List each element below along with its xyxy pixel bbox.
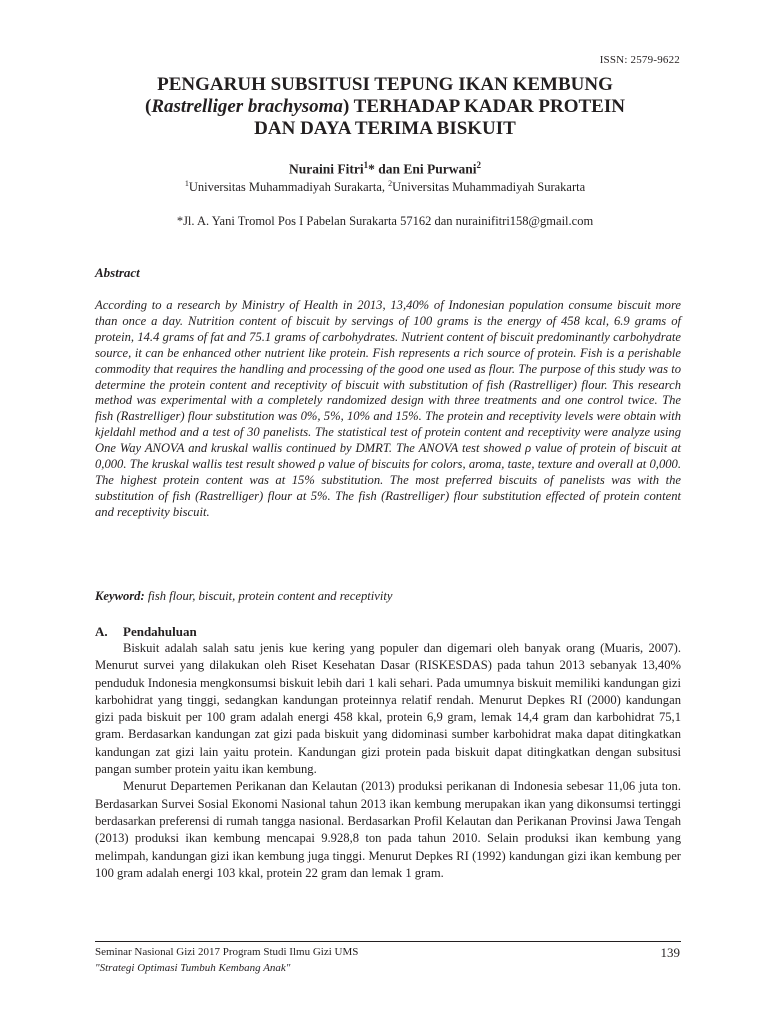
title-line-1: PENGARUH SUBSITUSI TEPUNG IKAN KEMBUNG [157,74,613,95]
keywords [95,589,681,604]
paragraph: Biskuit adalah salah satu jenis kue kering yang populer dan digemari oleh banyak orang (Muaris, 2007). Menurut survei yang dilakukan oleh Riset Kesehatan Dasar (RISKESDAS) pada tahun 2013 sebanyak 13,40% penduduk Indonesia mengkonsumsi biskuit lebih dari 1 kali sehari. Pada umumnya biskuit memiliki kandungan gizi karbohidrat yang tinggi, sedangkan kandungan proteinnya relatif rendah. Menurut Depkes RI (2000) kandungan gizi pada biskuit per 100 gram adalah energi 458 kkal, protein 6,9 gram, lemak 14,4 gram dan karbohidrat 75,1 gram. Berdasarkan kandungan zat gizi pada biskuit yang didominasi sumber karbohidrat maka dapat ditingkatkan kandungan zat gizi lain yaitu protein. Kandungan gizi protein pada biskuit dapat ditingkatkan dengan subsitusi pangan sumber protein yaitu ikan kembung. [95,641,681,777]
section-heading [95,624,197,640]
title-line-2-rest: ) TERHADAP KADAR PROTEIN [342,96,625,117]
footer-divider [95,941,681,942]
section-title: Pendahuluan [123,624,197,639]
title-species-name: Rastrelliger brachysoma [151,96,343,117]
page-number: 139 [660,945,680,960]
affiliation-2: Universitas Muhammadiyah Surakarta [392,180,586,195]
paper-title [95,74,675,140]
title-line-3: DAN DAYA TERIMA BISKUIT [254,118,516,139]
affiliation-2-superscript: 2 [388,179,393,188]
paragraph: Menurut Departemen Perikanan dan Kelautan (2013) produksi perikanan di Indonesia sebesar 11,06 juta ton. Berdasarkan Survei Sosial Ekonomi Nasional tahun 2013 ikan kembung merupakan ikan yang dikonsumsi tertinggi berdasarkan preferensi di rumah tangga nasional. Berdasarkan Profil Kelautan dan Perikanan Provinsi Jawa Tengah (2013) produksi ikan kembung mencapai 9.928,8 ton pada tahun 2010. Selain produksi ikan kembung yang melimpah, kandungan gizi ikan kembung juga tinggi. Menurut Depkes RI (1992) kandungan gizi ikan kembung per 100 gram adalah energi 103 kkal, protein 22 gram dan lemak 1 gram. [95,779,681,880]
affiliation-1: Universitas Muhammadiyah Surakarta, [188,180,389,195]
author-1-superscript: 1 [363,160,369,170]
affiliation-1-superscript: 1 [184,179,189,188]
abstract-text: According to a research by Ministry of Health in 2013, 13,40% of Indonesian population consume biscuit more than once a day. Nutrition content of biscuit by servings of 100 grams is the energy of 458 kcal, 6.9 grams of protein, 14.4 grams of fat and 75.1 grams of carbohydrates. Nutrient content of biscuit predominantly carbohydrate source, it can be enhanced other nutrient like protein. Fish represents a rich source of protein. Fish is a perishable commodity that requires the handling and processing of the good one used as flour. The purpose of this study was to determine the protein content and receptivity of biscuit with substitution of fish (Rastrelliger) flour. This research method was experimental with a completely randomized design with three treatments and one control twice. The fish (Rastrelliger) flour substitution was 0%, 5%, 10% and 15%. The protein and receptivity levels were obtain with kjeldahl method and a test of 30 panelists. The statistical test of protein content and receptivity were analyze using One Way ANOVA and kruskal wallis continued by DMRT. The ANOVA test showed ρ value of protein of biscuit at 0,000. The kruskal wallis test result showed ρ value of biscuits for colors, aroma, taste, texture and overall at 0,000. The highest protein content was at 15% substitution. The most preferred biscuits of panelists was with the substitution of fish (Rastrelliger) flour at 5%. The fish (Rastrelliger) flour substitution effected of protein content and receptivity biscuit. [95,298,681,519]
corresponding-address: *Jl. A. Yani Tromol Pos I Pabelan Surakarta 57162 dan nurainifitri158@gmail.com [176,214,594,228]
author-2-superscript: 2 [476,160,482,170]
title-open-paren: ( [145,96,152,117]
section-body [95,640,681,882]
keywords-text: fish flour, biscuit, protein content and receptivity [144,589,393,603]
author-list [95,160,675,178]
issn-number: ISSN: 2579-9622 [599,54,680,66]
abstract-heading: Abstract [95,265,140,280]
section-number: A. [95,624,108,639]
footer-seminar-theme: "Strategi Optimasi Tumbuh Kembang Anak" [95,962,291,974]
keywords-label: Keyword: [95,589,145,603]
affiliations [95,179,675,195]
footer-seminar-name: Seminar Nasional Gizi 2017 Program Studi Ilmu Gizi UMS [95,946,359,958]
author-2-name: * dan Eni Purwani [368,161,477,177]
title-line-2 [95,96,675,118]
author-1-name: Nuraini Fitri [288,161,364,177]
